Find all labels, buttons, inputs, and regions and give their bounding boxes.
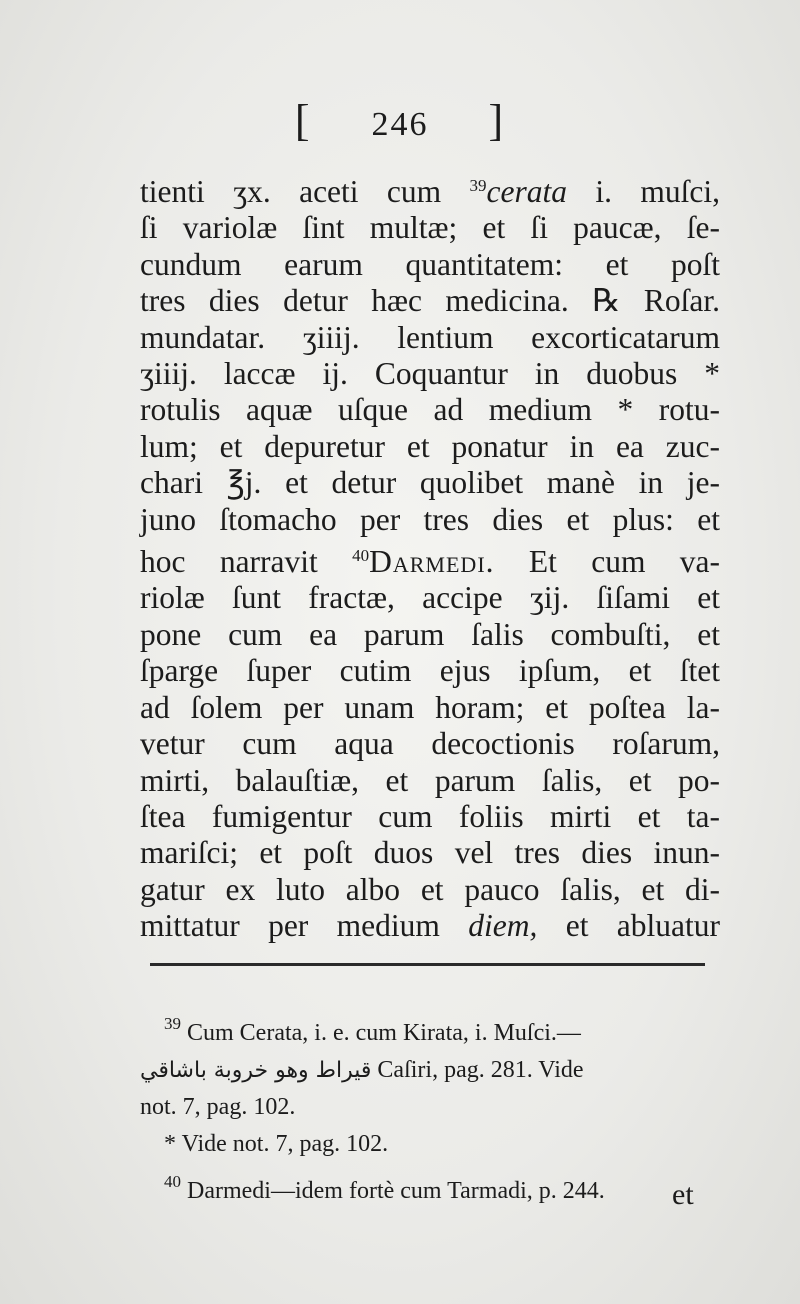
text-line-3: cundum earum quantitatem: et poſt	[140, 246, 720, 282]
text-line-9: chari ℥j. et detur quolibet manè in je-	[140, 465, 720, 501]
text-line-12: riolæ ſunt fractæ, accipe ʒij. ſiſami et	[140, 580, 720, 616]
text-line-15: ad ſolem per unam horam; et poſtea la-	[140, 689, 720, 725]
text-line-8: lum; et depuretur et ponatur in ea zuc-	[140, 428, 720, 464]
footnote-40: $^{40}$ Darmedi—idem fortè cum Tarmadi, p. 244.	[164, 1172, 605, 1204]
text-line-17: mirti, balauſtiæ, et parum ſalis, et po-	[140, 762, 720, 798]
page-header	[0, 95, 800, 146]
text-line-13: pone cum ea parum ſalis combuſti, et	[140, 616, 720, 652]
close-bracket: ]	[488, 96, 506, 145]
text-line-21: mittatur per medium diem, et abluatur	[140, 908, 721, 944]
text-line-16: vetur cum aqua decoctionis roſarum,	[140, 726, 720, 762]
arabic-text: قيراط وهو خروبة باشاقي	[140, 1058, 372, 1083]
catchword: et	[672, 1178, 694, 1211]
text-line-5: mundatar. ʒiiij. lentium excorticatarum	[140, 319, 720, 355]
text-line-11: hoc narravit $^{40}$Darmedi. Et cum va-	[140, 544, 721, 580]
text-line-14: ſparge ſuper cutim ejus ipſum, et ſtet	[140, 653, 720, 689]
footnote-39: $^{39}$ Cum Cerata, i. e. cum Kirata, i. Muſci.—	[164, 1014, 581, 1046]
text-line-6: ʒiiij. laccæ ij. Coquantur in duobus *	[140, 356, 720, 392]
footnote-ref-40: 40	[352, 546, 370, 566]
text-line-4: tres dies detur hæc medicina. ℞ Roſar.	[140, 283, 720, 319]
footnote-39-arabic-line: قيراط وهو خروبة باشاقي Caſiri, pag. 281. Vide	[140, 1057, 584, 1083]
footnote-ref-39: 39	[469, 176, 487, 195]
text-line-1: tienti ʒx. aceti cum $^{39}$cerata i. muſci,	[140, 174, 721, 209]
text-line-10: juno ſtomacho per tres dies et plus: et	[140, 501, 720, 537]
main-text	[140, 168, 720, 945]
open-bracket: [	[294, 96, 312, 145]
text-line-7: rotulis aquæ uſque ad medium * rotu-	[140, 392, 720, 428]
page-number: 246	[371, 106, 429, 143]
text-line-19: mariſci; et poſt duos vel tres dies inun-	[140, 835, 720, 871]
footnotes	[140, 1005, 710, 1210]
footnote-39-cont: not. 7, pag. 102.	[140, 1094, 296, 1120]
text-line-2: ſi variolæ ſint multæ; et ſi paucæ, ſe-	[140, 210, 720, 246]
text-line-18: ſtea fumigentur cum foliis mirti et ta-	[140, 798, 720, 834]
footnote-star: * Vide not. 7, pag. 102.	[164, 1131, 389, 1157]
footnote-divider	[150, 963, 705, 966]
text-line-20: gatur ex luto albo et pauco ſalis, et di-	[140, 871, 720, 907]
